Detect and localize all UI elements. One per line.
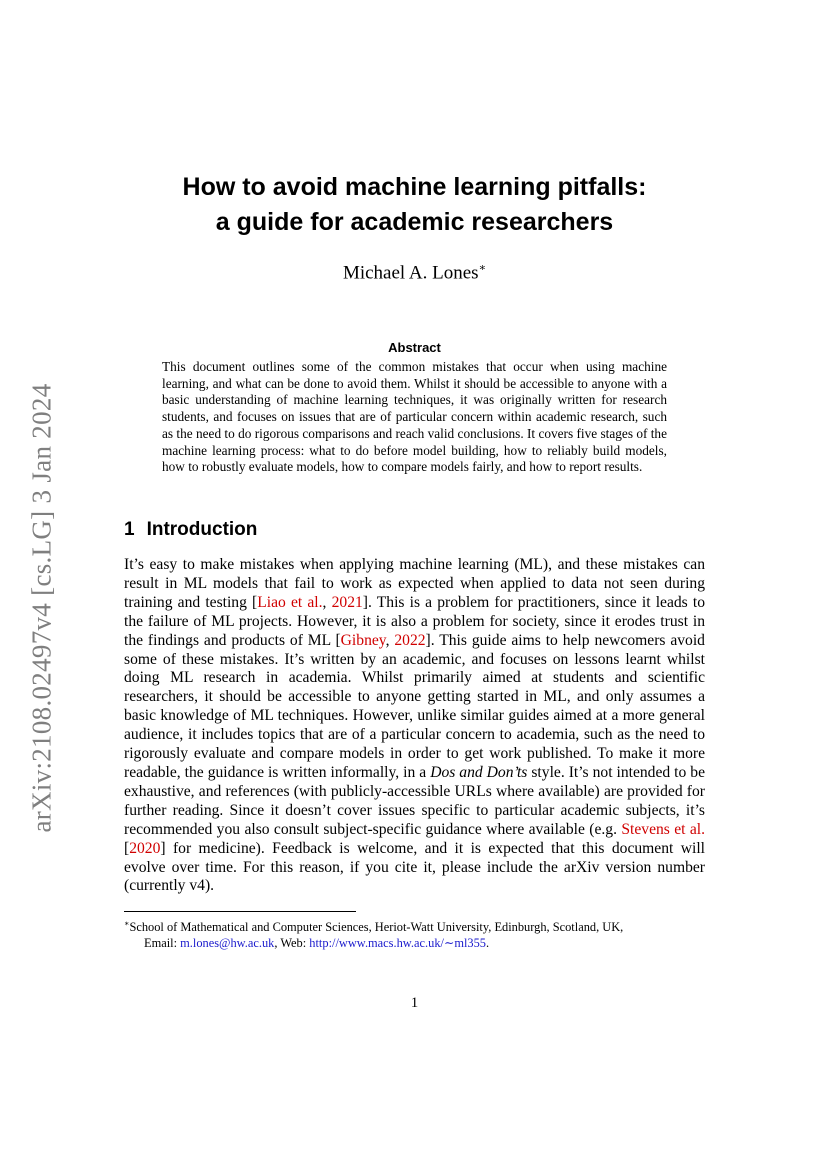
introduction-paragraph bbox=[124, 556, 705, 896]
citation-liao-year[interactable]: 2021 bbox=[331, 593, 363, 611]
citation-liao-author[interactable]: Liao et al. bbox=[257, 593, 323, 611]
citation-gibney-author[interactable]: Gibney bbox=[340, 631, 386, 649]
abstract-heading: Abstract bbox=[388, 340, 441, 355]
citation-stevens-author[interactable]: Stevens et al. bbox=[621, 820, 705, 838]
page-number: 1 bbox=[410, 995, 419, 1011]
footnote-email-label: Email: bbox=[144, 936, 181, 951]
abstract-text: This document outlines some of the common mistakes that occur when using machine learning, and what can be done to avoid them. Whilst it should be accessible to anyone with a basic understanding of machine learning techniques, it was originally written for research students, and focuses on issues that are of particular concern within academic research, such as the need to do rigorous comparisons and reach valid conclusions. It covers five stages of the machine learning process: what to do before model building, how to reliably build models, how to robustly evaluate models, how to compare models fairly, and how to report results. bbox=[162, 359, 667, 475]
footnote-line-1 bbox=[124, 916, 705, 935]
citation-stevens-year[interactable]: 2020 bbox=[129, 839, 161, 857]
author-footnote-mark[interactable]: ∗ bbox=[478, 262, 487, 274]
intro-text-3: ]. This guide aims to help newcomers avoid some of these mistakes. It’s written by an academic, and focuses on lessons learnt whilst doing ML research in academia. Whilst primarily aimed at students and scientific researchers, it should be accessible to anyone getting started in ML, and only assumes a basic knowledge of ML techniques. However, unlike similar guides aimed at a more general audience, it includes topics that are of a particular concern to academia, such as the need to rigorously evaluate and compare models in order to get work published. To make it more readable, the guidance is written informally, in a bbox=[124, 631, 705, 781]
paper-title bbox=[124, 170, 705, 240]
intro-text-2: ]. This is a problem for practitioners, since it leads to the failure of ML projects. However, it is also a problem for society, since it erodes trust in the findings and products of ML [ bbox=[124, 593, 706, 649]
intro-text-5: ] for medicine). Feedback is welcome, and it is expected that this document will evolve over time. For this reason, if you cite it, please include the arXiv version number (currently v4). bbox=[124, 839, 705, 895]
footnote-web-label: , Web: bbox=[274, 936, 310, 951]
email-link[interactable]: m.lones@hw.ac.uk bbox=[180, 936, 275, 951]
footnote-line-2 bbox=[124, 935, 705, 951]
footnote-end: . bbox=[486, 936, 490, 951]
website-link[interactable]: http://www.macs.hw.ac.uk/∼ml355 bbox=[309, 936, 487, 951]
title-line-1: How to avoid machine learning pitfalls: bbox=[182, 173, 647, 201]
section-number: 1 bbox=[124, 519, 135, 540]
arxiv-identifier-stamp: arXiv:2108.02497v4 [cs.LG] 3 Jan 2024 bbox=[26, 383, 57, 833]
author-block bbox=[124, 261, 705, 284]
intro-italic-phrase: Dos and Don’ts bbox=[430, 763, 528, 781]
title-line-2: a guide for academic researchers bbox=[215, 208, 614, 236]
citation-gibney-year[interactable]: 2022 bbox=[394, 631, 426, 649]
footnote-affiliation: School of Mathematical and Computer Sciences, Heriot-Watt University, Edinburgh, Scotland, UK, bbox=[129, 920, 624, 935]
author-name: Michael A. Lones bbox=[342, 262, 479, 284]
section-heading bbox=[124, 519, 257, 541]
author-footnote bbox=[124, 916, 705, 951]
intro-text-4: style. It’s not intended to be exhaustive, and references (with publicly-accessible URLs where available) are provided for further reading. Since it doesn’t cover issues specific to particular academic subjects, it’s recommended you also consult subject-specific guidance where available (e.g. bbox=[124, 763, 705, 838]
intro-text-1: It’s easy to make mistakes when applying machine learning (ML), and these mistakes can result in ML models that fail to work as expected when applied to data not seen during training and testing [ bbox=[124, 556, 705, 611]
section-title: Introduction bbox=[146, 519, 258, 540]
footnote-mark: ∗ bbox=[124, 919, 130, 928]
footnote-divider bbox=[124, 911, 356, 912]
citation-open-bracket: [ bbox=[124, 839, 130, 857]
citation-separator: , bbox=[322, 593, 332, 611]
citation-separator: , bbox=[385, 631, 395, 649]
